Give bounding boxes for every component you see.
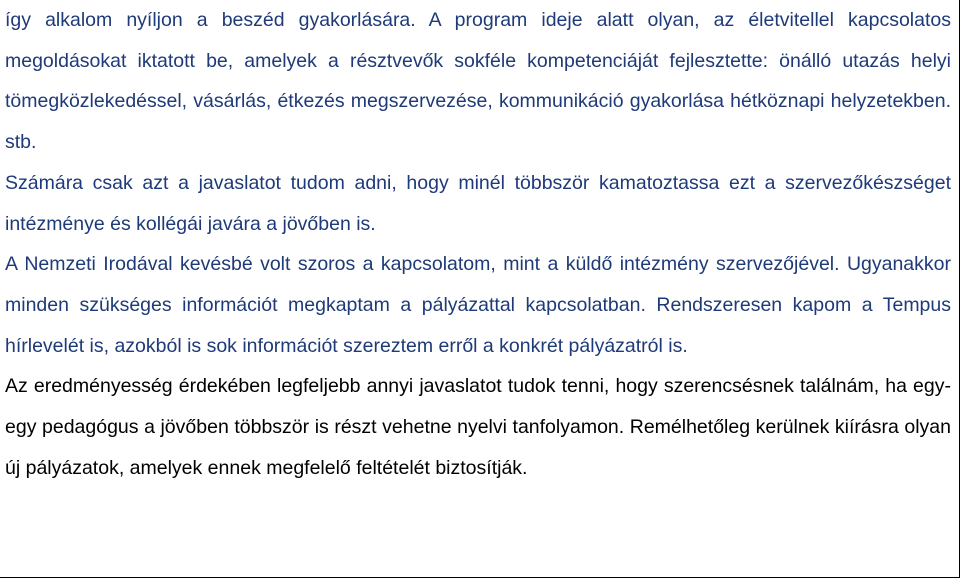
paragraph-national-office: A Nemzeti Irodával kevésbé volt szoros a kapcsolatom, mint a küldő intézmény szervezőjével. Ugyanakkor minden szükséges információt megkaptam a pályázattal kapcsolatban. Rendszeresen kapom a Tempus hírlevelét is, azokból is sok információt szereztem erről a konkrét pályázatról is. bbox=[5, 253, 951, 357]
paragraph-recommendation: Számára csak azt a javaslatot tudom adni, hogy minél többször kamatoztassa ezt a szervezőkészséget intézménye és kollégái javára a jövőben is. bbox=[5, 171, 951, 235]
paragraph-effectiveness: Az eredményesség érdekében legfeljebb annyi javaslatot tudok tenni, hogy szerencsésnek találnám, ha egy-egy pedagógus a jövőben többször is részt vehetne nyelvi tanfolyamon. Remélhetőleg kerülnek kiírásra olyan új pályázatok, amelyek ennek megfelelő feltételét biztosítják. bbox=[5, 375, 951, 479]
paragraph-program: így alkalom nyíljon a beszéd gyakorlására. A program ideje alatt olyan, az életvitellel kapcsolatos megoldásokat iktatott be, amelyek a résztvevők sokféle kompetenciáját fejlesztette: önálló utazás helyi tömegközlekedéssel, vásárlás, étkezés megszervezése, kommunikáció gyakorlása hétköznapi helyzetekben. stb. bbox=[5, 9, 951, 154]
document-body bbox=[5, 0, 951, 488]
